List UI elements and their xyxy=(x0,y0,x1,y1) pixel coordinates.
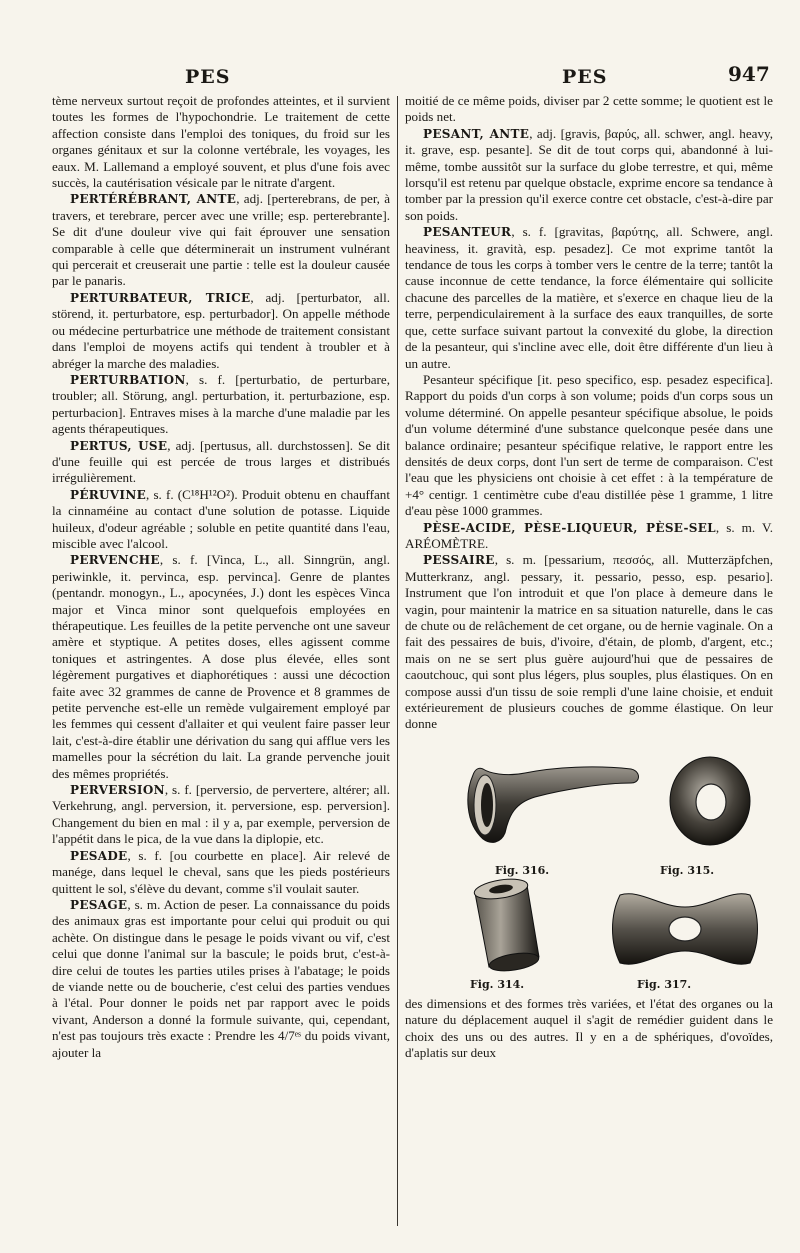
figure-315-ring-pessary-illustration xyxy=(660,751,760,851)
entry-continuation: tème nerveux surtout reçoit de profondes atteintes, et il survient toutes les formes de l'hypochondrie. Le traitement de cette affection consiste dans l'emploi des toniques, du froid sur les organes génitaux et sur la colonne vertébrale, les voyages, les eaux. M. Lallemand a employé souvent, et plus d'une fois avec succès, la cautérisation vésicale par le nitrate d'argent. xyxy=(52,93,390,191)
entry-perterebrant: PERTÉRÉBRANT, ANTE, adj. [perterebrans, de per, à travers, et terebrare, percer avec une vrille; esp. perterebrante]. Se dit d'une douleur vive qui fait éprouver une sensation comparable à celle que déterminerait un instrument vulnérant qui percerait et creuserait une partie : telle est la douleur causée par le panaris. xyxy=(52,191,391,289)
page-number: 947 xyxy=(728,62,770,86)
figure-314-cylinder-pessary-illustration xyxy=(467,877,547,972)
entry-pessaire: PESSAIRE, s. m. [pessarium, πεσσός, all. Mutterzäpfchen, Mutterkranz, angl. pessary, it. pessario, pesso, esp. pesario]. Instrument que l'on introduit et que l'on place à demeure dans le vagin, pour maintenir la matrice en sa situation naturelle, dans le cas de chute ou de relâchement de cet organe, ou de hernie vaginale. On a fait des pessaires de buis, d'ivoire, d'étain, de plomb, d'argent, etc.; mais on ne se sert plus guère aujourd'hui que de pessaires de caoutchouc, qui sont plus légers, plus souples, plus élastiques. On en compose aussi d'un tissu de soie rempli d'une laine choisie, et enduit extérieurement de plusieurs couches de gomme élastique. On leur donne xyxy=(405,552,773,732)
entry-perversion: PERVERSION, s. f. [perversio, de pervertere, altérer; all. Verkehrung, angl. perversion, it. perversione, esp. perversion]. Changement du bien en mal : il y a, par exemple, perversion de l'appétit dans le pica, de la vue dans la diplopie, etc. xyxy=(52,782,390,847)
figure-315-caption: Fig. 315. xyxy=(660,863,715,877)
entry-pervenche: PERVENCHE, s. f. [Vinca, L., all. Sinngrün, angl. periwinkle, it. pervinca, esp. pervinca]. Genre de plantes (pentandr. monogyn., L., apocynées, J.) dont les espèces Vinca major et Vinca minor sont quelquefois employées en thérapeutique. Les feuilles de la petite pervenche ont une saveur amère et styptique. A petites doses, elles agissent comme toniques et astringentes. A dose plus élevée, elles sont légèrement purgatives et diaphorétiques : aussi une décoction faite avec 32 grammes de canne de Provence et 8 grammes de petite pervenche est-elle un remède vulgairement employé par les femmes qui cessent d'allaiter et qui veulent faire passer leur lait, c'est-à-dire établir une dérivation du sang qui afflue vers les mamelles pour la sécrétion du lait. La grande pervenche jouit des mêmes propriétés. xyxy=(52,552,390,781)
entry-perturbateur: PERTURBATEUR, TRICE, adj. [perturbator, all. störend, it. perturbatore, esp. perturbador]. On appelle méthode ou médecine perturbatrice une méthode de traitement consistant dans l'emploi de moyens actifs qui tendent à troubler et à abréger la marche des maladies. xyxy=(52,289,390,371)
figure-316-caption: Fig. 316. xyxy=(495,863,550,877)
headword: PÈSE-ACIDE, PÈSE-LIQUEUR, PÈSE-SEL xyxy=(423,520,716,535)
column-divider xyxy=(397,96,398,1226)
figure-317-caption: Fig. 317. xyxy=(637,977,692,991)
headword: PERTURBATION xyxy=(70,372,186,387)
figure-317-pessary-illustration xyxy=(610,885,760,973)
entry-perturbation: PERTURBATION, s. f. [perturbatio, de perturbare, troubler; all. Störung, angl. perturbation, it. perturbazione, esp. perturbacion]. Entraves mises à la marche d'une maladie par les agents thérapeutiques. xyxy=(52,371,390,437)
entry-pesade: PESADE, s. f. [ou courbette en place]. Air relevé de manége, dans lequel le cheval, sans que les pieds postérieurs quittent le sol, s'élève du devant, comme s'il voulait sauter. xyxy=(52,847,390,896)
entry-pesanteur: PESANTEUR, s. f. [gravitas, βαρύτης, all. Schwere, angl. heaviness, it. gravità, esp. pesadez]. Ce mot exprime tantôt la tendance de tous les corps à tomber vers le centre de la terre; tantôt la cause inconnue de cette tendance, la force élémentaire qui sollicite chacune des parcelles de la matière, et s'exerce en chaque lieu de la terre, perpendiculairement à la surface des eaux tranquilles, de sorte que, cette surface suivant partout la convexité du globe, la direction de la pesanteur, qui s'incline avec elle, doit être différente d'un lieu à un autre. xyxy=(405,224,773,371)
headword: PESADE xyxy=(70,848,128,863)
pessary-figures xyxy=(405,745,773,990)
headword: PERTÉRÉBRANT, ANTE xyxy=(70,192,237,207)
figure-314-caption: Fig. 314. xyxy=(470,977,525,991)
running-head-right: PES xyxy=(562,66,608,88)
headword: PÉRUVINE xyxy=(70,487,147,502)
running-head-left: PES xyxy=(185,66,231,88)
headword: PESANTEUR xyxy=(423,225,512,240)
entry-pesage: PESAGE, s. m. Action de peser. La connaissance du poids des animaux gras est importante pour celui qui produit ou qui achète. On distingue dans le pesage le poids vivant ou vif, c'est celui que donne l'animal sur la bascule; le poids brut, c'est-à-dire celui de toutes les parties utiles prises à l'abatage; le poids de viande nette ou de boucherie, c'est celui des parties vendues à l'étal. Pour donner le poids net par rapport avec le poids vivant, Anderson a donné la formule suivante, qui, cependant, n'est pas toujours très exacte : Prendre les 4/7ᵉˢ du poids vivant, ajouter la xyxy=(52,896,390,1060)
entry-pesant: PESANT, ANTE, adj. [gravis, βαρύς, all. schwer, angl. heavy, it. grave, esp. pesante]. Se dit de tout corps qui, abandonné à lui-même, tombe aussitôt sur la surface du globe terrestre, et qui, même lorsqu'il est retenu par quelque obstacle, exprime encore sa tendance à tomber par la pression qu'il exerce contre cet obstacle, c'est-à-dire par son poids. xyxy=(405,125,773,223)
headword: PESAGE xyxy=(70,897,128,912)
right-column xyxy=(405,93,773,1061)
headword: PERTURBATEUR, TRICE xyxy=(70,290,251,305)
headword: PERTUS, USE xyxy=(70,438,168,453)
headword: PESSAIRE xyxy=(423,553,495,568)
running-header xyxy=(0,62,800,92)
entry-peruvine: PÉRUVINE, s. f. (C¹⁸H¹²O²). Produit obtenu en chauffant la cinnaméine au contact d'une solution de potasse. Liquide huileux, d'odeur agréable ; soluble en petite quantité dans l'eau, miscible avec l'alcool. xyxy=(52,486,390,551)
entry-pese-acide: PÈSE-ACIDE, PÈSE-LIQUEUR, PÈSE-SEL, s. m. V. ARÉOMÈTRE. xyxy=(405,519,773,551)
left-column xyxy=(52,93,390,1061)
entry-continuation: moitié de ce même poids, diviser par 2 cette somme; le quotient est le poids net. xyxy=(405,93,773,125)
entry-pertus: PERTUS, USE, adj. [pertusus, all. durchstossen]. Se dit d'une feuille qui est percée de trous larges et distribués irrégulièrement. xyxy=(52,437,390,486)
entry-pessaire-continued: des dimensions et des formes très variées, et l'état des organes ou la nature du déplacement auquel il s'agit de remédier guident dans le choix des uns ou des autres. Il y en a de sphériques, d'ovoïdes, d'aplatis sur deux xyxy=(405,995,773,1061)
headword: PERVERSION xyxy=(70,783,165,798)
entry-pesanteur-specifique: Pesanteur spécifique [it. peso specifico, esp. pesadez especifica]. Rapport du poids d'un corps à son volume; poids d'un corps sous un volume déterminé. On appelle pesanteur spécifique absolue, le poids d'un volume déterminé d'une substance quelconque pesée dans une balance ordinaire; pesanteur spécifique relative, le rapport entre les densités de deux corps, dont l'un sert de terme de comparaison. C'est l'eau que les physiciens ont choisie à cet effet : à la température de +4° centigr. 1 centimètre cube d'eau distillée pèse 1 gramme, 1 litre d'eau pèse 1000 grammes. xyxy=(405,371,773,519)
figure-316-pessary-illustration xyxy=(455,753,645,853)
headword: PESANT, ANTE xyxy=(423,126,530,141)
headword: PERVENCHE xyxy=(70,553,160,568)
